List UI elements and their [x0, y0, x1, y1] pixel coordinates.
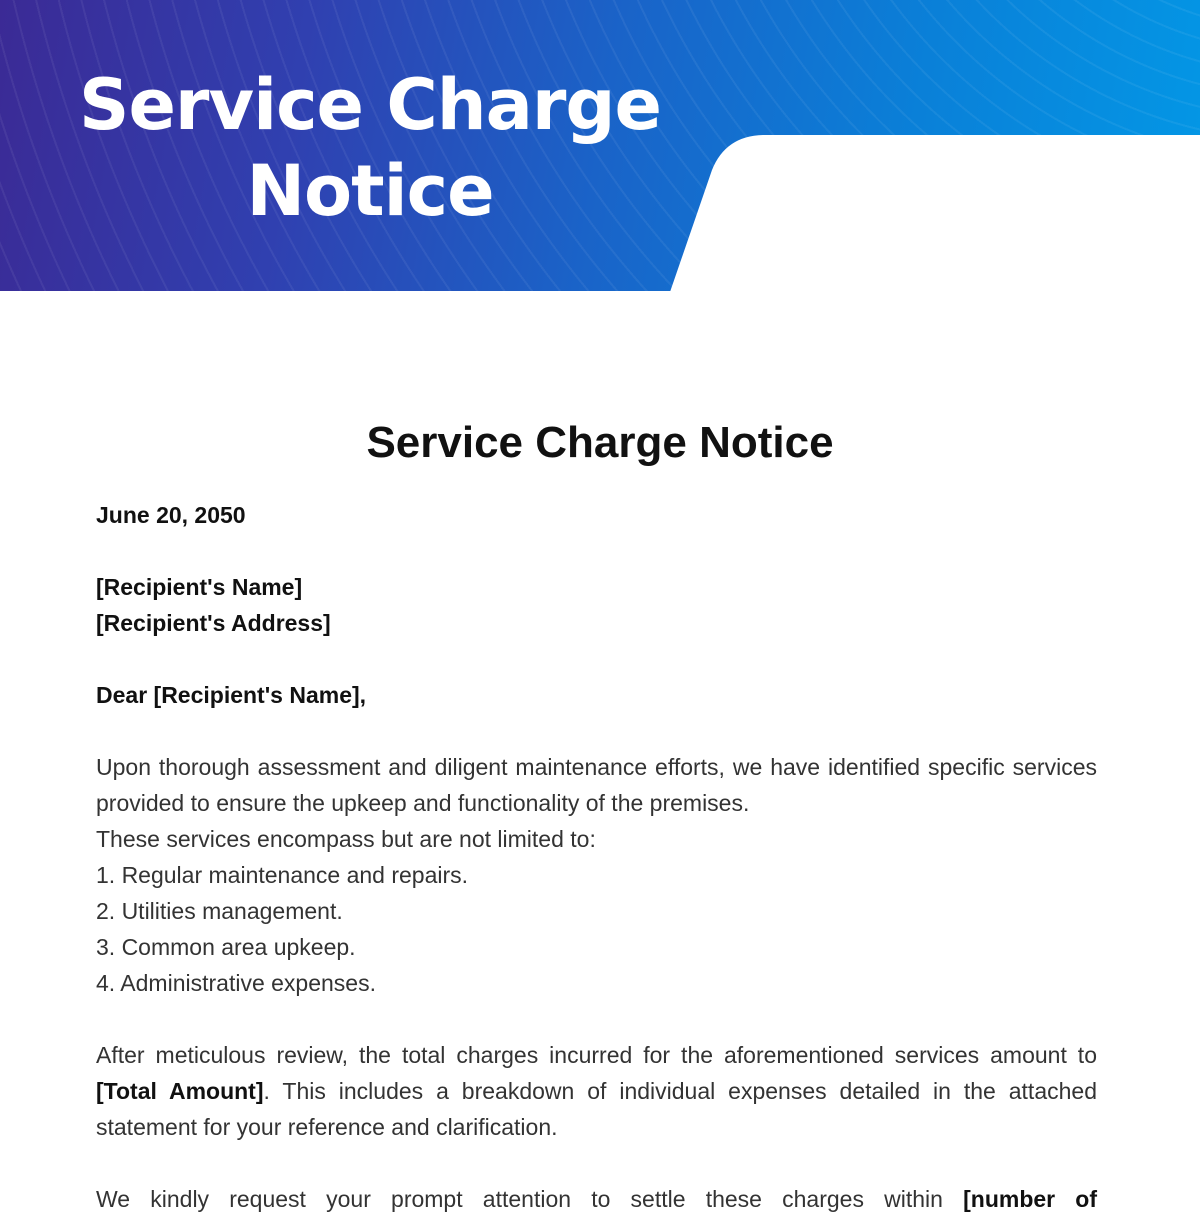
salutation: Dear [Recipient's Name], — [96, 682, 367, 708]
paragraph-total — [96, 1037, 1097, 1145]
document-title: Service Charge Notice — [366, 418, 834, 467]
text: . This includes a breakdown of individual expenses detailed in the attached statement for your reference and clarification. — [96, 1078, 1097, 1140]
paragraph-request — [96, 1181, 1097, 1217]
text: After meticulous review, the total charges incurred for the aforementioned services amount to — [96, 1042, 1097, 1068]
total-amount: [Total Amount] — [96, 1078, 264, 1104]
list-item: 2. Utilities management. — [96, 898, 343, 924]
paragraph-services: Upon thorough assessment and diligent maintenance efforts, we have identified specific services provided to ensure the upkeep and functionality of the premises. — [96, 754, 1097, 816]
list-item: 1. Regular maintenance and repairs. — [96, 862, 469, 888]
number-of-days: [number of — [963, 1186, 1097, 1212]
date: June 20, 2050 — [96, 502, 246, 528]
header-title: Service Charge Notice — [79, 64, 661, 232]
paragraph-services-intro: These services encompass but are not limited to: — [96, 826, 596, 852]
recipient-name: [Recipient's Name] — [96, 574, 303, 600]
text: We kindly request your prompt attention to settle these charges within — [96, 1186, 964, 1212]
document-body — [96, 497, 1097, 1217]
list-item: 3. Common area upkeep. — [96, 934, 356, 960]
recipient-address: [Recipient's Address] — [96, 610, 331, 636]
list-item: 4. Administrative expenses. — [96, 970, 376, 996]
header-banner — [0, 0, 1200, 291]
